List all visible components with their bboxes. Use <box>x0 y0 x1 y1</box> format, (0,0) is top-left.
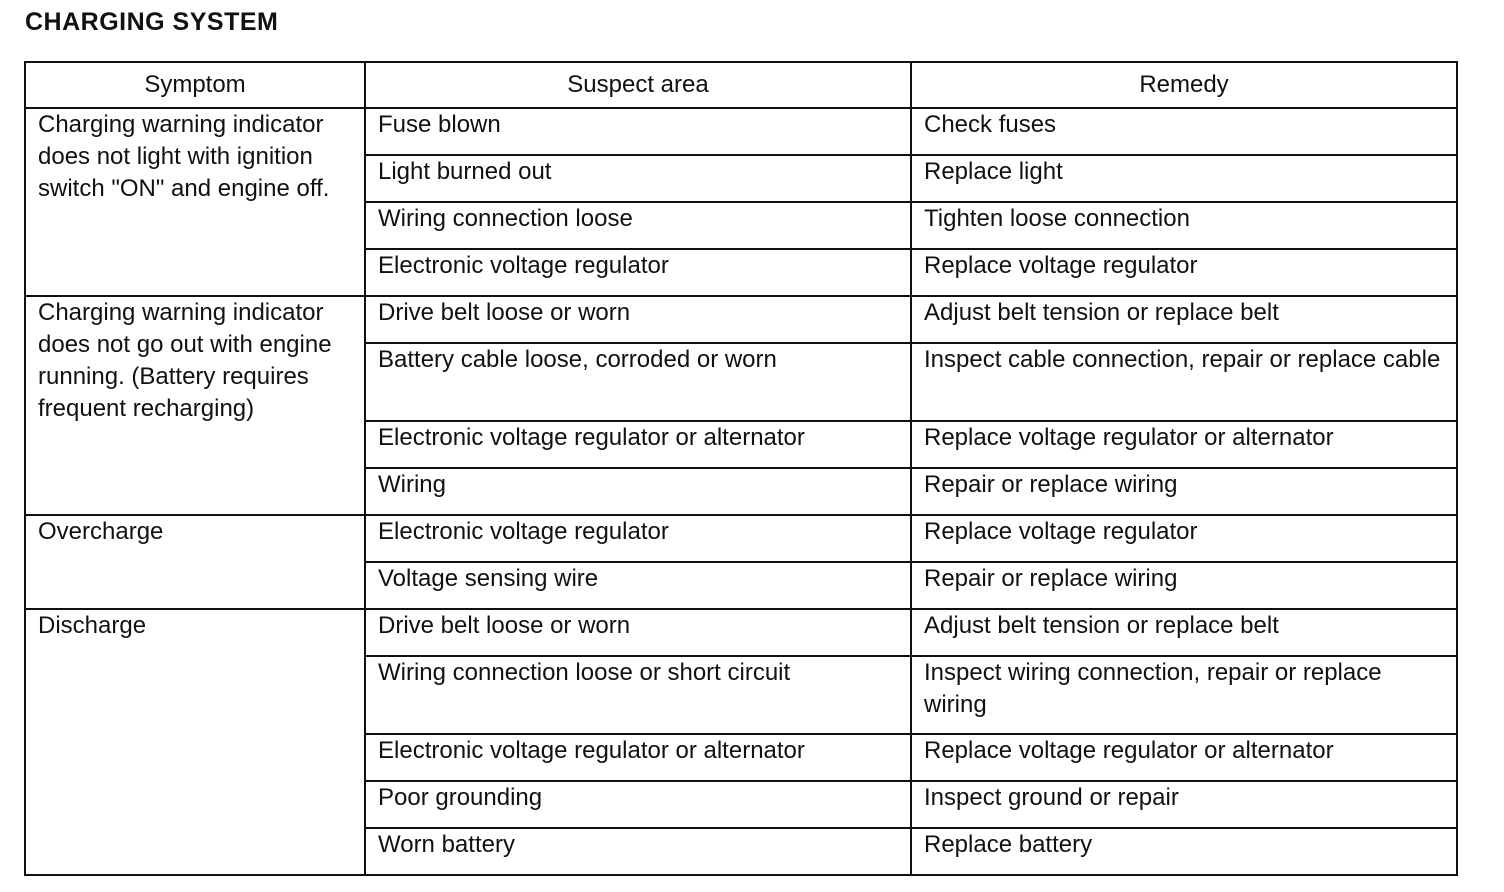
suspect-cell: Fuse blown <box>365 108 911 155</box>
remedy-cell: Inspect ground or repair <box>911 781 1457 828</box>
suspect-cell: Light burned out <box>365 155 911 202</box>
remedy-cell: Replace voltage regulator <box>911 249 1457 296</box>
remedy-cell: Tighten loose connection <box>911 202 1457 249</box>
column-header-remedy: Remedy <box>911 62 1457 108</box>
remedy-cell: Repair or replace wiring <box>911 468 1457 515</box>
remedy-cell: Inspect wiring connection, repair or replace wiring <box>911 656 1457 734</box>
page-title: CHARGING SYSTEM <box>25 8 279 36</box>
suspect-cell: Wiring connection loose <box>365 202 911 249</box>
remedy-cell: Replace voltage regulator or alternator <box>911 734 1457 781</box>
troubleshooting-table <box>24 61 1458 876</box>
suspect-cell: Electronic voltage regulator or alternator <box>365 734 911 781</box>
suspect-cell: Wiring connection loose or short circuit <box>365 656 911 734</box>
remedy-cell: Check fuses <box>911 108 1457 155</box>
remedy-cell: Replace battery <box>911 828 1457 875</box>
suspect-cell: Wiring <box>365 468 911 515</box>
suspect-cell: Electronic voltage regulator <box>365 515 911 562</box>
suspect-cell: Poor grounding <box>365 781 911 828</box>
table-row <box>25 296 1457 343</box>
remedy-cell: Repair or replace wiring <box>911 562 1457 609</box>
remedy-cell: Replace voltage regulator or alternator <box>911 421 1457 468</box>
suspect-cell: Drive belt loose or worn <box>365 609 911 656</box>
symptom-cell: Discharge <box>25 609 365 875</box>
suspect-cell: Battery cable loose, corroded or worn <box>365 343 911 421</box>
column-header-suspect-area: Suspect area <box>365 62 911 108</box>
remedy-cell: Adjust belt tension or replace belt <box>911 609 1457 656</box>
table-row <box>25 515 1457 562</box>
symptom-cell: Overcharge <box>25 515 365 609</box>
table-header-row <box>25 62 1457 108</box>
remedy-cell: Replace voltage regulator <box>911 515 1457 562</box>
symptom-cell: Charging warning indicator does not light with ignition switch "ON" and engine off. <box>25 108 365 296</box>
column-header-symptom: Symptom <box>25 62 365 108</box>
suspect-cell: Worn battery <box>365 828 911 875</box>
remedy-cell: Inspect cable connection, repair or replace cable <box>911 343 1457 421</box>
remedy-cell: Replace light <box>911 155 1457 202</box>
suspect-cell: Voltage sensing wire <box>365 562 911 609</box>
table-row <box>25 609 1457 656</box>
table-row <box>25 108 1457 155</box>
suspect-cell: Drive belt loose or worn <box>365 296 911 343</box>
suspect-cell: Electronic voltage regulator <box>365 249 911 296</box>
remedy-cell: Adjust belt tension or replace belt <box>911 296 1457 343</box>
symptom-cell: Charging warning indicator does not go out with engine running. (Battery requires frequent recharging) <box>25 296 365 515</box>
suspect-cell: Electronic voltage regulator or alternator <box>365 421 911 468</box>
